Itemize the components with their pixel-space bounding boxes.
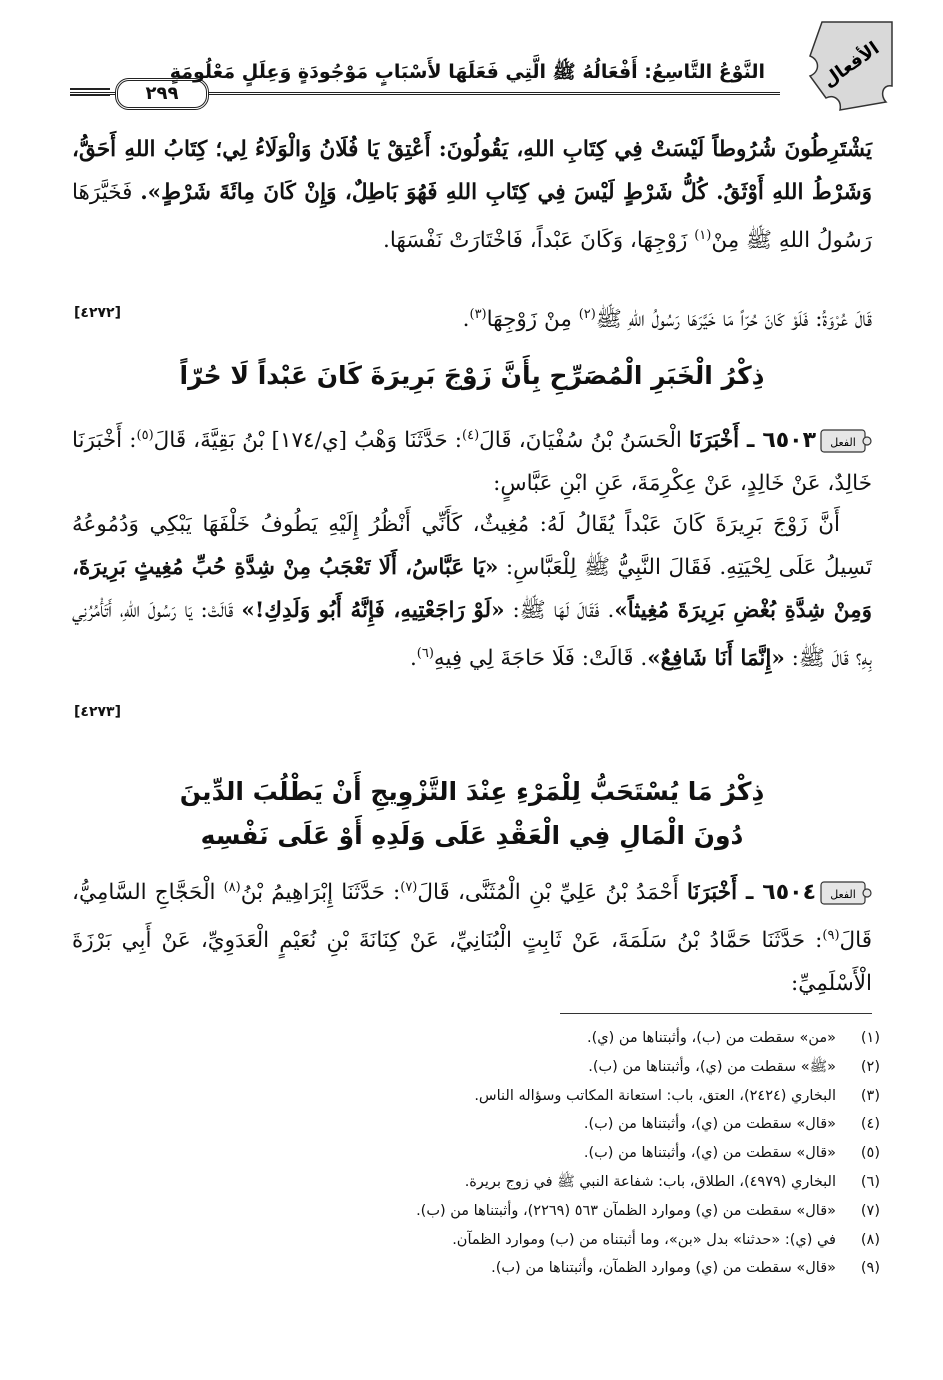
footnote-text: «من» سقطت من (ب)، وأثبتناها من (ي). bbox=[586, 1030, 836, 1046]
hadith-number: ٦٥٠٤ ـ bbox=[745, 880, 816, 906]
footnote-text: «ﷺ» سقطت من (ي)، وأثبتناها من (ب). bbox=[588, 1058, 836, 1075]
footnote-number: (٥) bbox=[860, 1145, 880, 1162]
hadith-6503-isnad bbox=[72, 414, 872, 505]
footnote-number: (٦) bbox=[860, 1173, 880, 1190]
narration-text: فَخَيَّرَهَا رَسُولُ اللهِ ﷺ مِنْ bbox=[72, 180, 872, 254]
footnote-marker: (٩) bbox=[822, 928, 840, 944]
footnote bbox=[72, 1254, 880, 1283]
footnote-marker: (٤) bbox=[462, 428, 480, 443]
footnote-marker: (٨) bbox=[223, 880, 241, 895]
action-tag-label: الفعل bbox=[830, 888, 856, 902]
hadith-6503-matn bbox=[72, 503, 872, 680]
page-number: ٢٩٩ bbox=[115, 78, 209, 110]
hadith-number: ٦٥٠٣ ـ bbox=[746, 428, 817, 454]
footnote-number: (٩) bbox=[860, 1260, 880, 1277]
intro-paragraph bbox=[72, 128, 872, 262]
footnote-text: في (ي): «حدثنا» بدل «بن»، وما أثبتناه من (ب) وموارد الظمآن. bbox=[452, 1231, 836, 1248]
isnad-text: : حَدَّثَنَا حَمَّادُ بْنُ سَلَمَةَ، عَنْ ثَابِتٍ الْبُنَانِيِّ، عَنْ كِنَانَةَ بْنِ نُعَيْمٍ الْعَدَوِيِّ، عَنْ أَبِي بَرْزَةَ الْأَسْلَمِيِّ: bbox=[72, 928, 872, 997]
footnote bbox=[72, 1110, 880, 1139]
action-tag-icon bbox=[820, 428, 872, 454]
footnote bbox=[72, 1053, 880, 1082]
footnote bbox=[72, 1197, 880, 1226]
narration-text: مِنْ زَوْجِهَا bbox=[486, 307, 579, 333]
hadith-reference: [٤٢٧٣] bbox=[74, 704, 121, 720]
footnote-marker: (٧) bbox=[400, 880, 418, 895]
hadith-reference: [٤٢٧٢] bbox=[74, 305, 121, 321]
footnote-number: (٣) bbox=[860, 1087, 880, 1104]
footnote-marker: (٣) bbox=[469, 307, 487, 322]
footnote-text: البخاري (٢٤٢٤)، العتق، باب: استعانة المكاتب وسؤاله الناس. bbox=[474, 1087, 836, 1104]
footnote-marker: (٥) bbox=[136, 428, 154, 443]
matn-text: . قَالَتْ: فَلَا حَاجَةَ لِي فِيهِ bbox=[433, 646, 648, 672]
narration-text: قَالَ عُرْوَةُ: فَلَوْ كَانَ حُرّاً مَا خَيَّرَهَا رَسُولُ اللهِ ﷺ bbox=[595, 307, 872, 333]
action-tag-icon bbox=[820, 880, 872, 906]
section-heading: ذِكْرُ الْخَبَرِ الْمُصَرِّحِ بِأَنَّ زَوْجَ بَرِيرَةَ كَانَ عَبْداً لَا حُرّاً bbox=[179, 361, 765, 390]
isnad-text: الْحَجَّاجِ السَّامِيُّ، قَالَ bbox=[72, 880, 872, 954]
matn-text: . bbox=[409, 646, 417, 672]
footnote-separator bbox=[560, 1013, 872, 1014]
chapter-badge bbox=[800, 14, 900, 114]
narration-text: . bbox=[462, 307, 470, 333]
isnad-text: : حَدَّثَنَا إِبْرَاهِيمُ بْنُ bbox=[240, 880, 401, 906]
isnad-text: : حَدَّثَنَا وَهْبُ [ي/١٧٤] بْنُ بَقِيَّةَ، قَالَ bbox=[153, 428, 463, 454]
footnote bbox=[72, 1226, 880, 1255]
footnote-number: (١) bbox=[860, 1030, 880, 1046]
akhbarana: أَخْبَرَنَا bbox=[686, 880, 746, 906]
badge-label: الأفعال bbox=[818, 37, 884, 92]
footnote-number: (٧) bbox=[860, 1202, 880, 1219]
isnad-text: أَحْمَدُ بْنُ عَلِيِّ بْنِ الْمُثَنَّى، قَالَ bbox=[417, 880, 687, 906]
footnote-number: (٤) bbox=[860, 1116, 880, 1133]
footnote-text: «قال» سقطت من (ي)، وأثبتناها من (ب). bbox=[583, 1116, 836, 1133]
matn-text: أَنَّ زَوْجَ بَرِيرَةَ كَانَ عَبْداً يُقَالُ لَهُ: مُغِيثٌ، كَأَنِّي أَنْظُرُ إِلَيْهِ يَطُوفُ خَلْفَهَا يَبْكِي وَدُمُوعُهُ تَسِيلُ عَلَى لِحْيَتِهِ. فَقَالَ النَّبِيُّ ﷺ لِلْعَبَّاسِ: bbox=[72, 512, 872, 580]
section-heading bbox=[72, 770, 872, 858]
matn-text: قَالَتْ: يَا رَسُولَ اللهِ، أَتَأْمُرُنِي بِهِ؟ قَالَ ﷺ: bbox=[72, 598, 872, 672]
footnote-marker: (٢) bbox=[578, 307, 596, 322]
footnote-text: «قال» سقطت من (ي) وموارد الظمآن ٥٦٣ (٢٢٦٩)، وأثبتناها من (ب). bbox=[416, 1202, 836, 1219]
prophetic-speech: «إِنَّمَا أَنَا شَافِعٌ» bbox=[647, 646, 785, 672]
page-header bbox=[70, 52, 875, 102]
footnote-marker: (٦) bbox=[416, 646, 434, 661]
footnote bbox=[72, 1168, 880, 1197]
narration-text: زَوْجِهَا، وَكَانَ عَبْداً، فَاخْتَارَتْ نَفْسَهَا. bbox=[382, 228, 695, 254]
section-heading-line-1: ذِكْرُ مَا يُسْتَحَبُّ لِلْمَرْءِ عِنْدَ التَّزْوِيجِ أَنْ يَطْلُبَ الدِّينَ bbox=[179, 777, 765, 806]
action-tag-label: الفعل bbox=[830, 436, 856, 450]
prophetic-speech: «لَوْ رَاجَعْتِيهِ، فَإِنَّهُ أَبُو وَلَدِكِ!» bbox=[241, 598, 505, 623]
akhbarana: أَخْبَرَنَا bbox=[688, 428, 747, 454]
footnote-number: (٢) bbox=[860, 1058, 880, 1075]
isnad-text: : أَخْبَرَنَا خَالِدٌ، عَنْ خَالِدٍ، عَنْ عِكْرِمَةَ، عَنِ ابْنِ عَبَّاسٍ: bbox=[72, 428, 872, 497]
footnote-number: (٨) bbox=[860, 1231, 880, 1248]
footnote-text: «قال» سقطت من (ي)، وأثبتناها من (ب). bbox=[583, 1145, 836, 1162]
footnote-text: البخاري (٤٩٧٩)، الطلاق، باب: شفاعة النبي ﷺ في زوج بريرة. bbox=[464, 1173, 836, 1190]
footnote-text: «قال» سقطت من (ي) وموارد الظمآن، وأثبتناها من (ب). bbox=[491, 1260, 836, 1277]
prophetic-speech: «يَا عَبَّاسُ، أَلَا تَعْجَبُ مِنْ شِدَّةِ حُبِّ مُغِيثٍ بَرِيرَةَ، وَمِنْ شِدَّةِ بُغْضِ بَرِيرَةَ مُغِيثاً» bbox=[72, 555, 873, 623]
footnotes bbox=[72, 1024, 880, 1283]
footnote bbox=[72, 1024, 880, 1053]
urwa-statement bbox=[72, 293, 872, 341]
footnote-marker: (١) bbox=[694, 228, 712, 243]
prophetic-speech: يَشْتَرِطُونَ شُرُوطاً لَيْسَتْ فِي كِتَابِ اللهِ، يَقُولُونَ: أَعْتِقْ يَا فُلَانُ وَالْوَلَاءُ لِي؛ كِتَابُ اللهِ أَحَقُّ، وَشَرْطُ اللهِ أَوْثَقُ. كُلُّ شَرْطٍ لَيْسَ فِي كِتَابِ اللهِ فَهُوَ بَاطِلٌ، وَإِنْ كَانَ مِائَةَ شَرْطٍ». bbox=[72, 137, 872, 205]
running-title: النَّوْعُ التَّاسِعُ: أَفْعَالُهُ ﷺ الَّتِي فَعَلَهَا لأَسْبَابٍ مَوْجُودَةٍ وَعِلَلٍ مَعْلُومَةٍ bbox=[169, 61, 765, 83]
footnote bbox=[72, 1139, 880, 1168]
section-heading-line-2: دُونَ الْمَالِ فِي الْعَقْدِ عَلَى وَلَدِهِ أَوْ عَلَى نَفْسِهِ bbox=[200, 821, 744, 850]
isnad-text: الْحَسَنُ بْنُ سُفْيَانَ، قَالَ bbox=[479, 428, 689, 454]
hadith-6504-isnad bbox=[72, 866, 872, 1005]
footnote bbox=[72, 1082, 880, 1111]
matn-text: . فَقَالَ لَهَا ﷺ: bbox=[504, 598, 615, 623]
